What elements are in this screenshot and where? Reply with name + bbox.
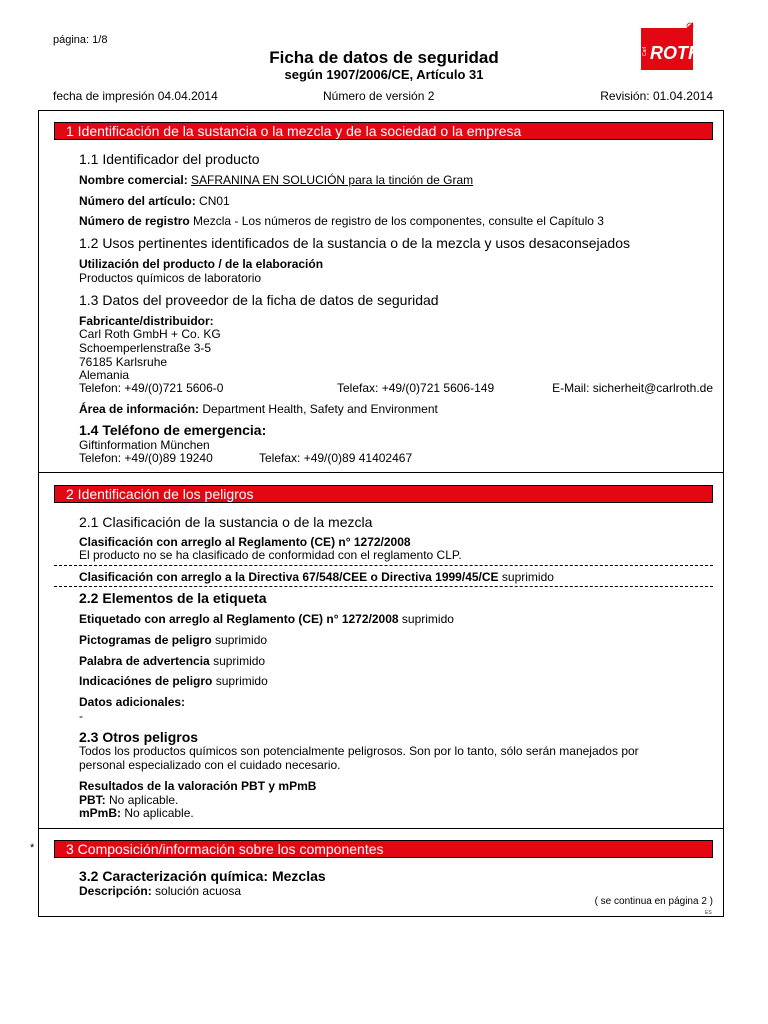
section-3-header: 3 Composición/información sobre los componentes xyxy=(54,840,713,858)
document-subtitle: según 1907/2006/CE, Artículo 31 xyxy=(284,67,484,82)
manufacturer-street: Schoemperlenstraße 3-5 xyxy=(79,341,212,355)
mpmb-row xyxy=(79,806,194,820)
frame-separator-1 xyxy=(38,472,724,473)
description-label: Descripción: xyxy=(79,884,152,898)
frame-right-1 xyxy=(723,110,724,472)
information-area-row xyxy=(79,402,438,416)
heading-3-2: 3.2 Caracterización química: Mezclas xyxy=(79,868,326,884)
other-hazards-line-2: personal especializado con el cuidado necesario. xyxy=(79,758,341,772)
trade-name-label: Nombre comercial: xyxy=(79,173,188,187)
mpmb-key: mPmB: xyxy=(79,806,122,820)
manufacturer-country: Alemania xyxy=(79,368,130,382)
document-title: Ficha de datos de seguridad xyxy=(269,48,499,67)
version-number: Número de versión 2 xyxy=(323,89,435,103)
information-area-label: Área de información: xyxy=(79,402,200,416)
article-number-label: Número del artículo: xyxy=(79,194,196,208)
directive-classification-row xyxy=(79,570,554,584)
clp-classification-label: Clasificación con arreglo al Reglamento (CE) n° 1272/2008 xyxy=(79,535,411,549)
print-date: fecha de impresión 04.04.2014 xyxy=(53,89,218,103)
hazard-statements-row xyxy=(79,674,268,688)
pictograms-value: suprimido xyxy=(215,633,268,647)
trade-name-row xyxy=(79,173,473,187)
section-1-header: 1 Identificación de la sustancia o la mezcla y de la sociedad o la empresa xyxy=(54,122,713,140)
signal-word-label: Palabra de advertencia xyxy=(79,654,210,668)
pictograms-label: Pictogramas de peligro xyxy=(79,633,212,647)
manufacturer-label: Fabricante/distribuidor: xyxy=(79,314,214,328)
description-row xyxy=(79,884,241,898)
heading-2-3: 2.3 Otros peligros xyxy=(79,729,199,745)
manufacturer-name: Carl Roth GmbH + Co. KG xyxy=(79,327,221,341)
frame-top-rule xyxy=(38,110,724,111)
signal-word-row xyxy=(79,654,265,668)
frame-left-1 xyxy=(38,110,39,472)
description-value: solución acuosa xyxy=(155,884,242,898)
clp-classification-text: El producto no se ha clasificado de conformidad con el reglamento CLP. xyxy=(79,548,462,562)
logo-registered: ® xyxy=(688,24,691,29)
frame-right-2 xyxy=(723,472,724,828)
revision-date: Revisión: 01.04.2014 xyxy=(600,89,713,103)
frame-left-3 xyxy=(38,828,39,916)
heading-1-4: 1.4 Teléfono de emergencia: xyxy=(79,422,267,438)
section-2-header: 2 Identificación de los peligros xyxy=(54,485,713,503)
labelling-label: Etiquetado con arreglo al Reglamento (CE) n° 1272/2008 xyxy=(79,612,399,626)
mpmb-value: No aplicable. xyxy=(124,806,194,820)
heading-1-1: 1.1 Identificador del producto xyxy=(79,151,260,167)
dashed-divider-2 xyxy=(54,586,713,587)
article-number-row xyxy=(79,194,230,208)
additional-data-label: Datos adicionales: xyxy=(79,695,186,709)
emergency-phone: Telefon: +49/(0)89 19240 xyxy=(79,451,213,465)
registration-number-value: Mezcla - Los números de registro de los componentes, consulte el Capítulo 3 xyxy=(193,214,604,228)
supplier-phone: Telefon: +49/(0)721 5606-0 xyxy=(79,381,224,395)
labelling-row xyxy=(79,612,454,626)
product-use-value: Productos químicos de laboratorio xyxy=(79,271,262,285)
hazard-statements-label: Indicaciónes de peligro xyxy=(79,674,213,688)
logo-text: ROTH xyxy=(650,43,697,63)
heading-2-1: 2.1 Clasificación de la sustancia o de la mezcla xyxy=(79,514,373,530)
registration-number-row xyxy=(79,214,604,228)
language-code: ES xyxy=(705,910,712,916)
continued-on-page-note: ( se continua en página 2 ) xyxy=(594,896,713,907)
manufacturer-city: 76185 Karlsruhe xyxy=(79,355,168,369)
frame-right-3 xyxy=(723,828,724,916)
heading-2-2: 2.2 Elementos de la etiqueta xyxy=(79,590,267,606)
pbt-key: PBT: xyxy=(79,793,106,807)
product-use-label: Utilización del producto / de la elaboración xyxy=(79,257,324,271)
pbt-row xyxy=(79,793,178,807)
supplier-fax: Telefax: +49/(0)721 5606-149 xyxy=(337,381,495,395)
logo-small-text: Carl xyxy=(642,46,648,56)
information-area-value: Department Health, Safety and Environment xyxy=(202,402,438,416)
pictograms-row xyxy=(79,633,267,647)
roth-logo xyxy=(637,22,697,74)
pbt-value: No aplicable. xyxy=(109,793,179,807)
trade-name-value: SAFRANINA EN SOLUCIÓN para la tinción de Gram xyxy=(191,173,474,187)
other-hazards-line-1: Todos los productos químicos son potencialmente peligrosos. Son por lo tanto, sólo serán manejados por xyxy=(79,744,639,758)
pbt-results-label: Resultados de la valoración PBT y mPmB xyxy=(79,779,317,793)
frame-bottom-rule xyxy=(38,916,724,917)
hazard-statements-value: suprimido xyxy=(215,674,268,688)
additional-data-value: - xyxy=(79,709,83,723)
page-number: página: 1/8 xyxy=(53,34,108,46)
frame-separator-2 xyxy=(38,828,724,829)
heading-1-2: 1.2 Usos pertinentes identificados de la sustancia o de la mezcla y usos desaconsejados xyxy=(79,235,630,251)
directive-classification-value: suprimido xyxy=(501,570,554,584)
frame-left-2 xyxy=(38,472,39,828)
signal-word-value: suprimido xyxy=(213,654,266,668)
directive-classification-label: Clasificación con arreglo a la Directiva 67/548/CEE o Directiva 1999/45/CE xyxy=(79,570,499,584)
heading-1-3: 1.3 Datos del proveedor de la ficha de datos de seguridad xyxy=(79,292,439,308)
supplier-email[interactable]: E-Mail: sicherheit@carlroth.de xyxy=(552,381,713,395)
labelling-value: suprimido xyxy=(401,612,454,626)
emergency-center: Giftinformation München xyxy=(79,438,210,452)
emergency-fax: Telefax: +49/(0)89 41402467 xyxy=(259,451,413,465)
change-marker: * xyxy=(30,842,35,854)
dashed-divider-1 xyxy=(54,565,713,566)
registration-number-label: Número de registro xyxy=(79,214,190,228)
article-number-value: CN01 xyxy=(199,194,230,208)
